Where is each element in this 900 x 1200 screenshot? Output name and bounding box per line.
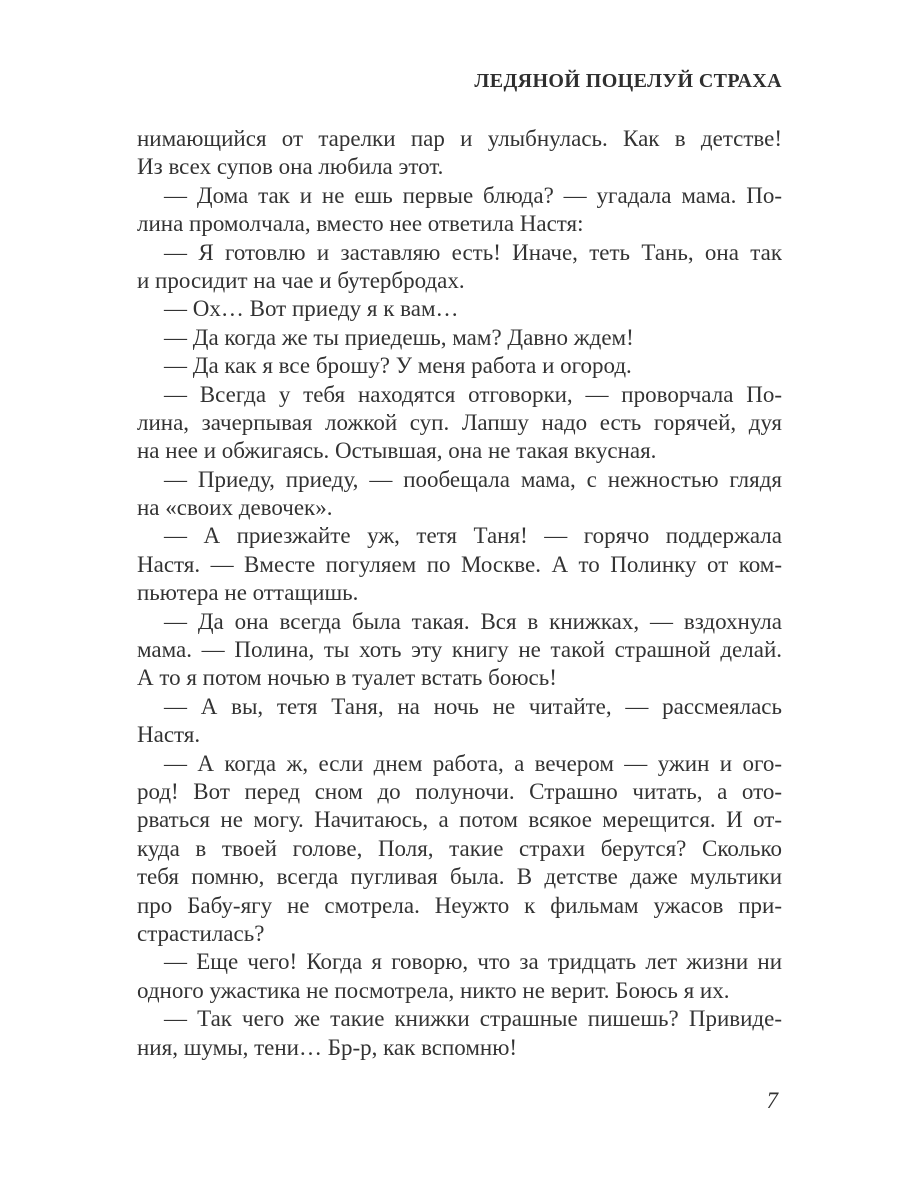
text-line: Из всех супов она любила этот. — [137, 154, 444, 180]
text-line: на нее и обжигаясь. Остывшая, она не такая вкусная. — [137, 438, 657, 464]
text-line: — А когда ж, если днем работа, а вечером — ужин и ого- — [164, 750, 782, 776]
text-line: рваться не могу. Начитаюсь, а потом всякое мерещится. И от- — [137, 807, 782, 833]
paragraph — [137, 522, 782, 607]
paragraph — [137, 239, 782, 296]
text-line: — А приезжайте уж, тетя Таня! — горячо поддержала — [164, 523, 782, 549]
text-line: страстилась? — [137, 920, 265, 946]
text-line: пьютера не оттащишь. — [137, 580, 359, 606]
paragraph — [137, 608, 782, 693]
text-line: Настя. — [137, 722, 201, 748]
text-line: — Да когда же ты приедешь, мам? Давно ждем! — [164, 324, 634, 350]
running-header: ЛЕДЯНОЙ ПОЦЕЛУЙ СТРАХА — [474, 70, 782, 92]
text-line: — Ох… Вот приеду я к вам… — [164, 296, 459, 322]
text-line: — Да как я все брошу? У меня работа и огород. — [164, 353, 632, 379]
page-number: 7 — [766, 1088, 778, 1113]
text-line: куда в твоей голове, Поля, такие страхи берутся? Сколько — [137, 835, 782, 861]
text-line: А то я потом ночью в туалет встать боюсь! — [137, 665, 557, 691]
text-line: лина промолчала, вместо нее ответила Настя: — [137, 211, 584, 237]
text-line: на «своих девочек». — [137, 495, 333, 521]
paragraph — [137, 324, 782, 352]
text-line: про Бабу-ягу не смотрела. Неужто к фильмам ужасов при- — [137, 892, 782, 918]
paragraph — [137, 1005, 782, 1062]
text-line: лина, зачерпывая ложкой суп. Лапшу надо есть горячей, дуя — [137, 409, 782, 435]
text-line: — Еще чего! Когда я говорю, что за тридцать лет жизни ни — [164, 949, 782, 975]
text-line: нимающийся от тарелки пар и улыбнулась. Как в детстве! — [137, 126, 782, 151]
paragraph — [137, 466, 782, 523]
text-line: род! Вот перед сном до полуночи. Страшно читать, а ото- — [137, 778, 782, 804]
paragraph — [137, 948, 782, 1005]
text-line: и просидит на чае и бутербродах. — [137, 267, 465, 293]
paragraph — [137, 182, 782, 239]
paragraph — [137, 295, 782, 323]
paragraph — [137, 381, 782, 466]
text-line: одного ужастика не посмотрела, никто не верит. Боюсь я их. — [137, 977, 730, 1003]
text-line: — Всегда у тебя находятся отговорки, — проворчала По- — [164, 381, 782, 407]
text-line: Настя. — Вместе погуляем по Москве. А то Полинку от ком- — [137, 551, 782, 577]
text-line: — А вы, тетя Таня, на ночь не читайте, — рассмеялась — [164, 693, 782, 719]
paragraph — [137, 693, 782, 750]
text-line: — Я готовлю и заставляю есть! Иначе, теть Тань, она так — [164, 239, 782, 265]
paragraph — [137, 750, 782, 949]
paragraph — [137, 125, 782, 182]
text-line: — Да она всегда была такая. Вся в книжках, — вздохнула — [164, 608, 782, 634]
text-line: мама. — Полина, ты хоть эту книгу не такой страшной делай. — [137, 637, 782, 663]
text-line: тебя помню, всегда пугливая была. В детстве даже мультики — [137, 864, 782, 890]
paragraph — [137, 352, 782, 380]
text-block — [137, 125, 782, 1062]
text-line: — Так чего же такие книжки страшные пишешь? Привиде- — [164, 1006, 782, 1032]
text-line: — Приеду, приеду, — пообещала мама, с нежностью глядя — [164, 466, 782, 492]
text-line: — Дома так и не ешь первые блюда? — угадала мама. По- — [164, 182, 782, 208]
text-line: ния, шумы, тени… Бр-р, как вспомню! — [137, 1034, 518, 1060]
